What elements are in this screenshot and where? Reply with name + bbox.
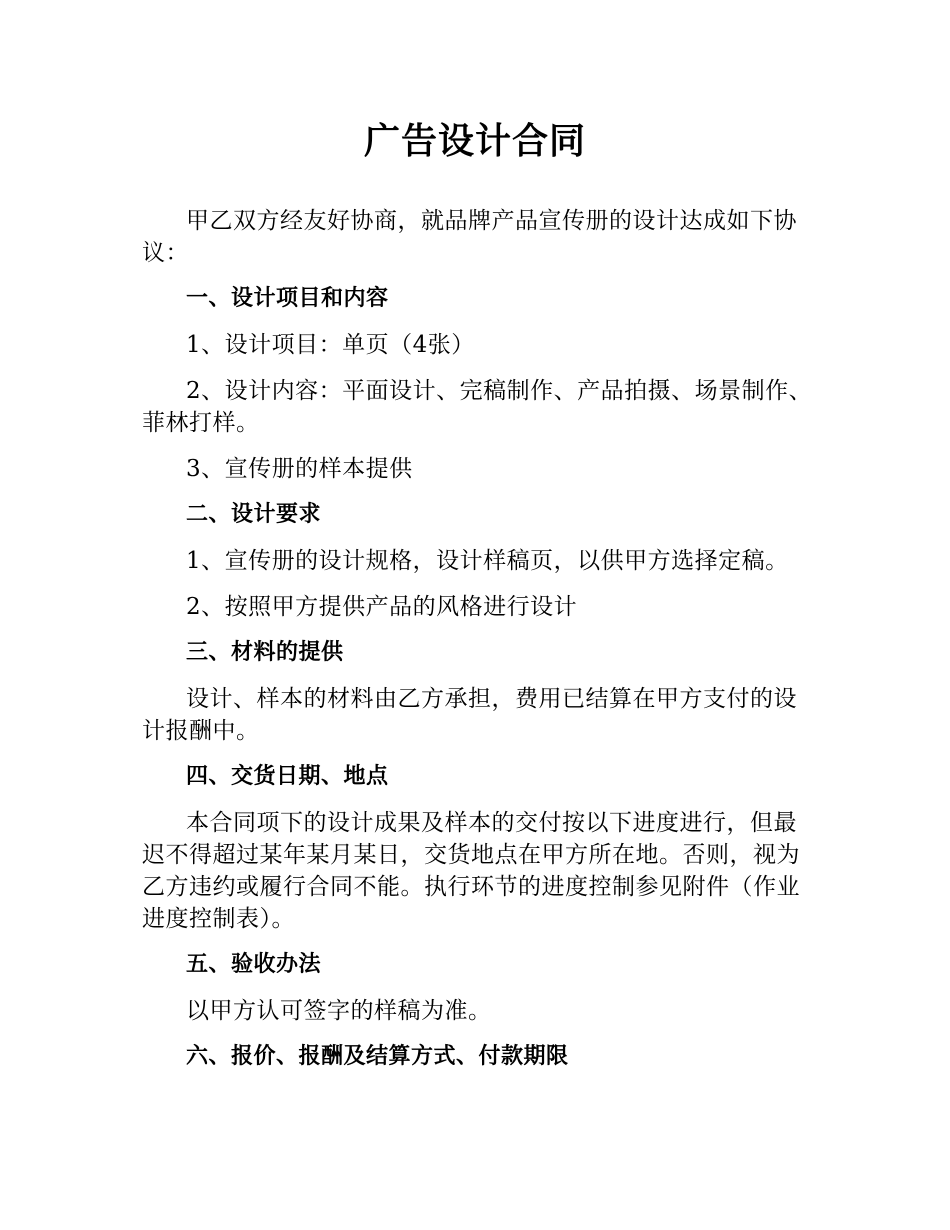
section-heading-5: 五、验收办法 [186, 952, 322, 977]
section-heading-2: 二、设计要求 [186, 502, 322, 527]
section-heading-4: 四、交货日期、地点 [186, 764, 389, 789]
section-1-item-2: 2、设计内容：平面设计、完稿制作、产品拍摄、场景制作、菲林打样。 [142, 378, 813, 436]
section-heading-3: 三、材料的提供 [186, 640, 344, 665]
section-2-item-1: 1、宣传册的设计规格，设计样稿页，以供甲方选择定稿。 [186, 548, 789, 574]
intro-paragraph: 甲乙双方经友好协商，就品牌产品宣传册的设计达成如下协议： [142, 208, 797, 266]
section-heading-6: 六、报价、报酬及结算方式、付款期限 [186, 1044, 569, 1069]
section-heading-1: 一、设计项目和内容 [186, 286, 389, 311]
section-1-item-1: 1、设计项目：单页（4张） [186, 332, 475, 358]
section-3-paragraph: 设计、样本的材料由乙方承担，费用已结算在甲方支付的设计报酬中。 [142, 686, 797, 744]
section-5-paragraph: 以甲方认可签字的样稿为准。 [186, 998, 492, 1024]
document-body [142, 205, 814, 1087]
section-2-item-2: 2、按照甲方提供产品的风格进行设计 [186, 594, 578, 620]
section-1-item-3: 3、宣传册的样本提供 [186, 456, 413, 482]
section-4-paragraph: 本合同项下的设计成果及样本的交付按以下进度进行，但最迟不得超过某年某月某日，交货地点在甲方所在地。否则，视为乙方违约或履行合同不能。执行环节的进度控制参见附件（作业进度控制表）。 [142, 810, 800, 932]
document-title: 广告设计合同 [363, 121, 586, 162]
